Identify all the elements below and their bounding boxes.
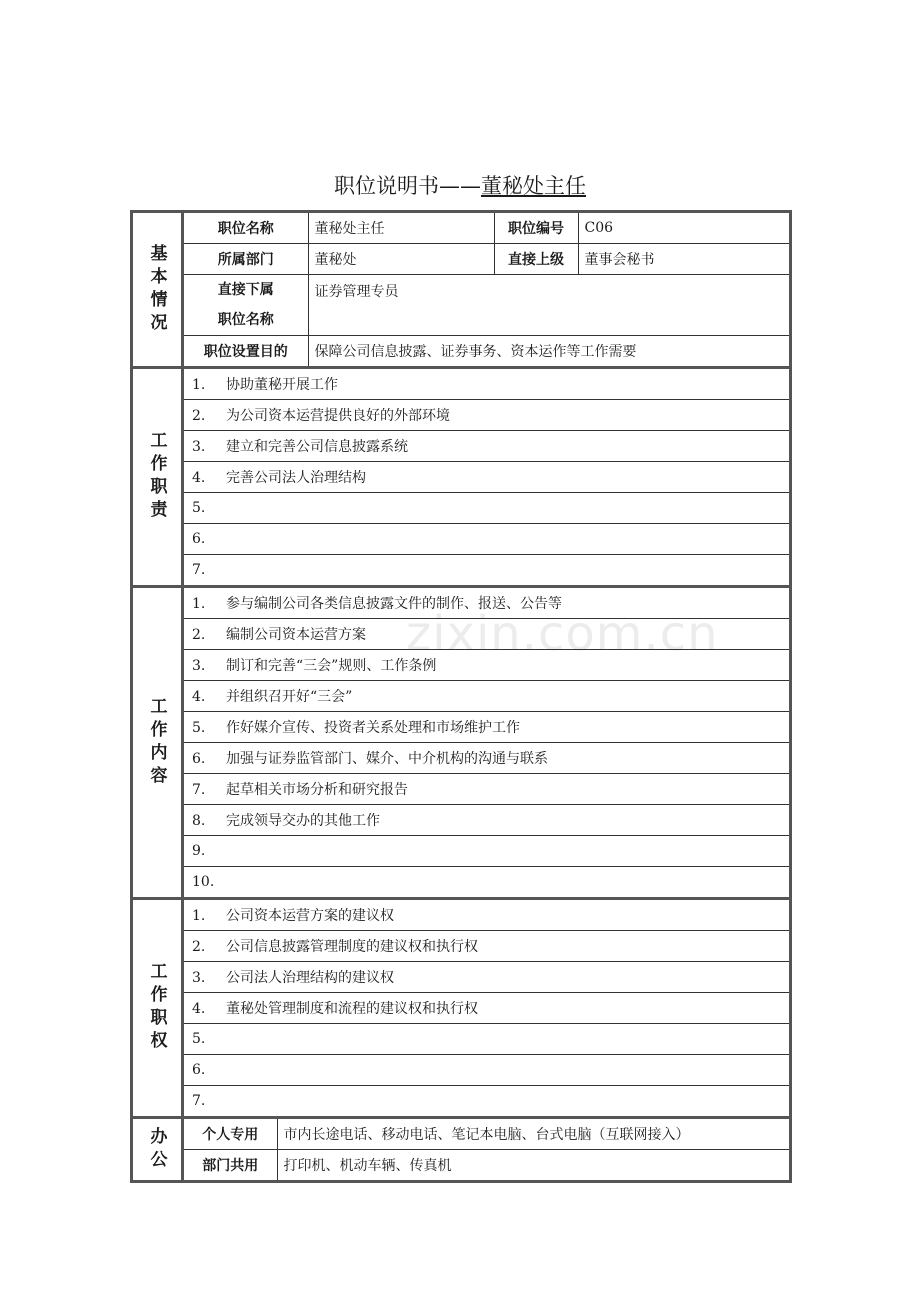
duties-table [184, 369, 789, 585]
list-item [184, 931, 789, 962]
section-label-duties: 工作职责 [133, 369, 184, 585]
item-number: 3. [192, 658, 206, 674]
item-number: 9. [192, 843, 206, 859]
item-number: 1. [192, 377, 206, 393]
section-label-authority: 工作职权 [133, 900, 184, 1116]
shared-value: 打印机、机动车辆、传真机 [277, 1150, 789, 1181]
list-item [184, 962, 789, 993]
authority-table [184, 900, 789, 1116]
item-text: 董秘处管理制度和流程的建议权和执行权 [226, 1001, 478, 1017]
job-name-value: 董秘处主任 [308, 213, 494, 244]
basic-table [184, 213, 789, 366]
job-name-label: 职位名称 [184, 213, 308, 244]
title-position: 董秘处主任 [481, 174, 586, 198]
item-text: 公司资本运营方案的建议权 [226, 908, 394, 924]
list-item [184, 369, 789, 400]
watermark: zixin.com.cn [406, 606, 719, 662]
item-text: 公司法人治理结构的建议权 [226, 970, 394, 986]
item-text: 起草相关市场分析和研究报告 [226, 782, 408, 798]
section-label-office: 办公 [133, 1119, 184, 1180]
list-item [184, 400, 789, 431]
item-text: 并组织召开好“三会” [226, 689, 353, 705]
item-text: 作好媒介宣传、投资者关系处理和市场维护工作 [226, 720, 520, 736]
section-label-content: 工作内容 [133, 588, 184, 897]
shared-label: 部门共用 [184, 1150, 277, 1181]
section-office [130, 1116, 792, 1183]
item-number: 2. [192, 939, 206, 955]
list-item [184, 1086, 789, 1117]
item-number: 7. [192, 782, 206, 798]
list-item [184, 867, 789, 898]
item-text: 编制公司资本运营方案 [226, 627, 366, 643]
list-item [184, 555, 789, 586]
list-item [184, 743, 789, 774]
job-description-table [130, 210, 792, 1183]
item-number: 6. [192, 751, 206, 767]
list-item [184, 993, 789, 1024]
subordinate-value: 证券管理专员 [308, 275, 789, 336]
item-text: 完成领导交办的其他工作 [226, 813, 380, 829]
list-item [184, 493, 789, 524]
dept-value: 董秘处 [308, 244, 494, 275]
item-number: 4. [192, 689, 206, 705]
item-number: 2. [192, 627, 206, 643]
item-text: 协助董秘开展工作 [226, 377, 338, 393]
item-number: 8. [192, 813, 206, 829]
superior-label: 直接上级 [494, 244, 578, 275]
list-item [184, 1055, 789, 1086]
purpose-label: 职位设置目的 [184, 336, 308, 367]
content-table [184, 588, 789, 897]
purpose-value: 保障公司信息披露、证券事务、资本运作等工作需要 [308, 336, 789, 367]
section-label-basic: 基本情况 [133, 213, 184, 366]
list-item [184, 774, 789, 805]
personal-label: 个人专用 [184, 1119, 277, 1150]
item-number: 2. [192, 408, 206, 424]
list-item [184, 681, 789, 712]
item-text: 为公司资本运营提供良好的外部环境 [226, 408, 450, 424]
section-authority [130, 897, 792, 1116]
item-number: 3. [192, 970, 206, 986]
item-text: 参与编制公司各类信息披露文件的制作、报送、公告等 [226, 596, 562, 612]
item-number: 5. [192, 1031, 206, 1047]
list-item [184, 524, 789, 555]
item-text: 公司信息披露管理制度的建议权和执行权 [226, 939, 478, 955]
title-prefix: 职位说明书—— [334, 174, 481, 198]
item-number: 6. [192, 1062, 206, 1078]
superior-value: 董事会秘书 [578, 244, 789, 275]
item-text: 建立和完善公司信息披露系统 [226, 439, 408, 455]
office-table [184, 1119, 789, 1180]
list-item [184, 619, 789, 650]
item-text: 完善公司法人治理结构 [226, 470, 366, 486]
list-item [184, 712, 789, 743]
item-text: 加强与证券监管部门、媒介、中介机构的沟通与联系 [226, 751, 548, 767]
item-number: 7. [192, 562, 206, 578]
list-item [184, 431, 789, 462]
subordinate-label: 直接下属 职位名称 [184, 275, 308, 336]
list-item [184, 900, 789, 931]
item-number: 4. [192, 1001, 206, 1017]
item-number: 1. [192, 908, 206, 924]
list-item [184, 462, 789, 493]
dept-label: 所属部门 [184, 244, 308, 275]
list-item [184, 650, 789, 681]
page-title [0, 170, 920, 200]
item-number: 1. [192, 596, 206, 612]
item-number: 5. [192, 500, 206, 516]
personal-value: 市内长途电话、移动电话、笔记本电脑、台式电脑（互联网接入） [277, 1119, 789, 1150]
item-number: 5. [192, 720, 206, 736]
item-number: 7. [192, 1093, 206, 1109]
item-number: 10. [192, 874, 215, 890]
section-duties [130, 366, 792, 585]
item-text: 制订和完善“三会”规则、工作条例 [226, 658, 437, 674]
list-item [184, 588, 789, 619]
list-item [184, 805, 789, 836]
list-item [184, 836, 789, 867]
item-number: 3. [192, 439, 206, 455]
section-basic [130, 210, 792, 366]
section-content [130, 585, 792, 897]
item-number: 6. [192, 531, 206, 547]
job-code-label: 职位编号 [494, 213, 578, 244]
item-number: 4. [192, 470, 206, 486]
job-code-value: C06 [578, 213, 789, 244]
list-item [184, 1024, 789, 1055]
